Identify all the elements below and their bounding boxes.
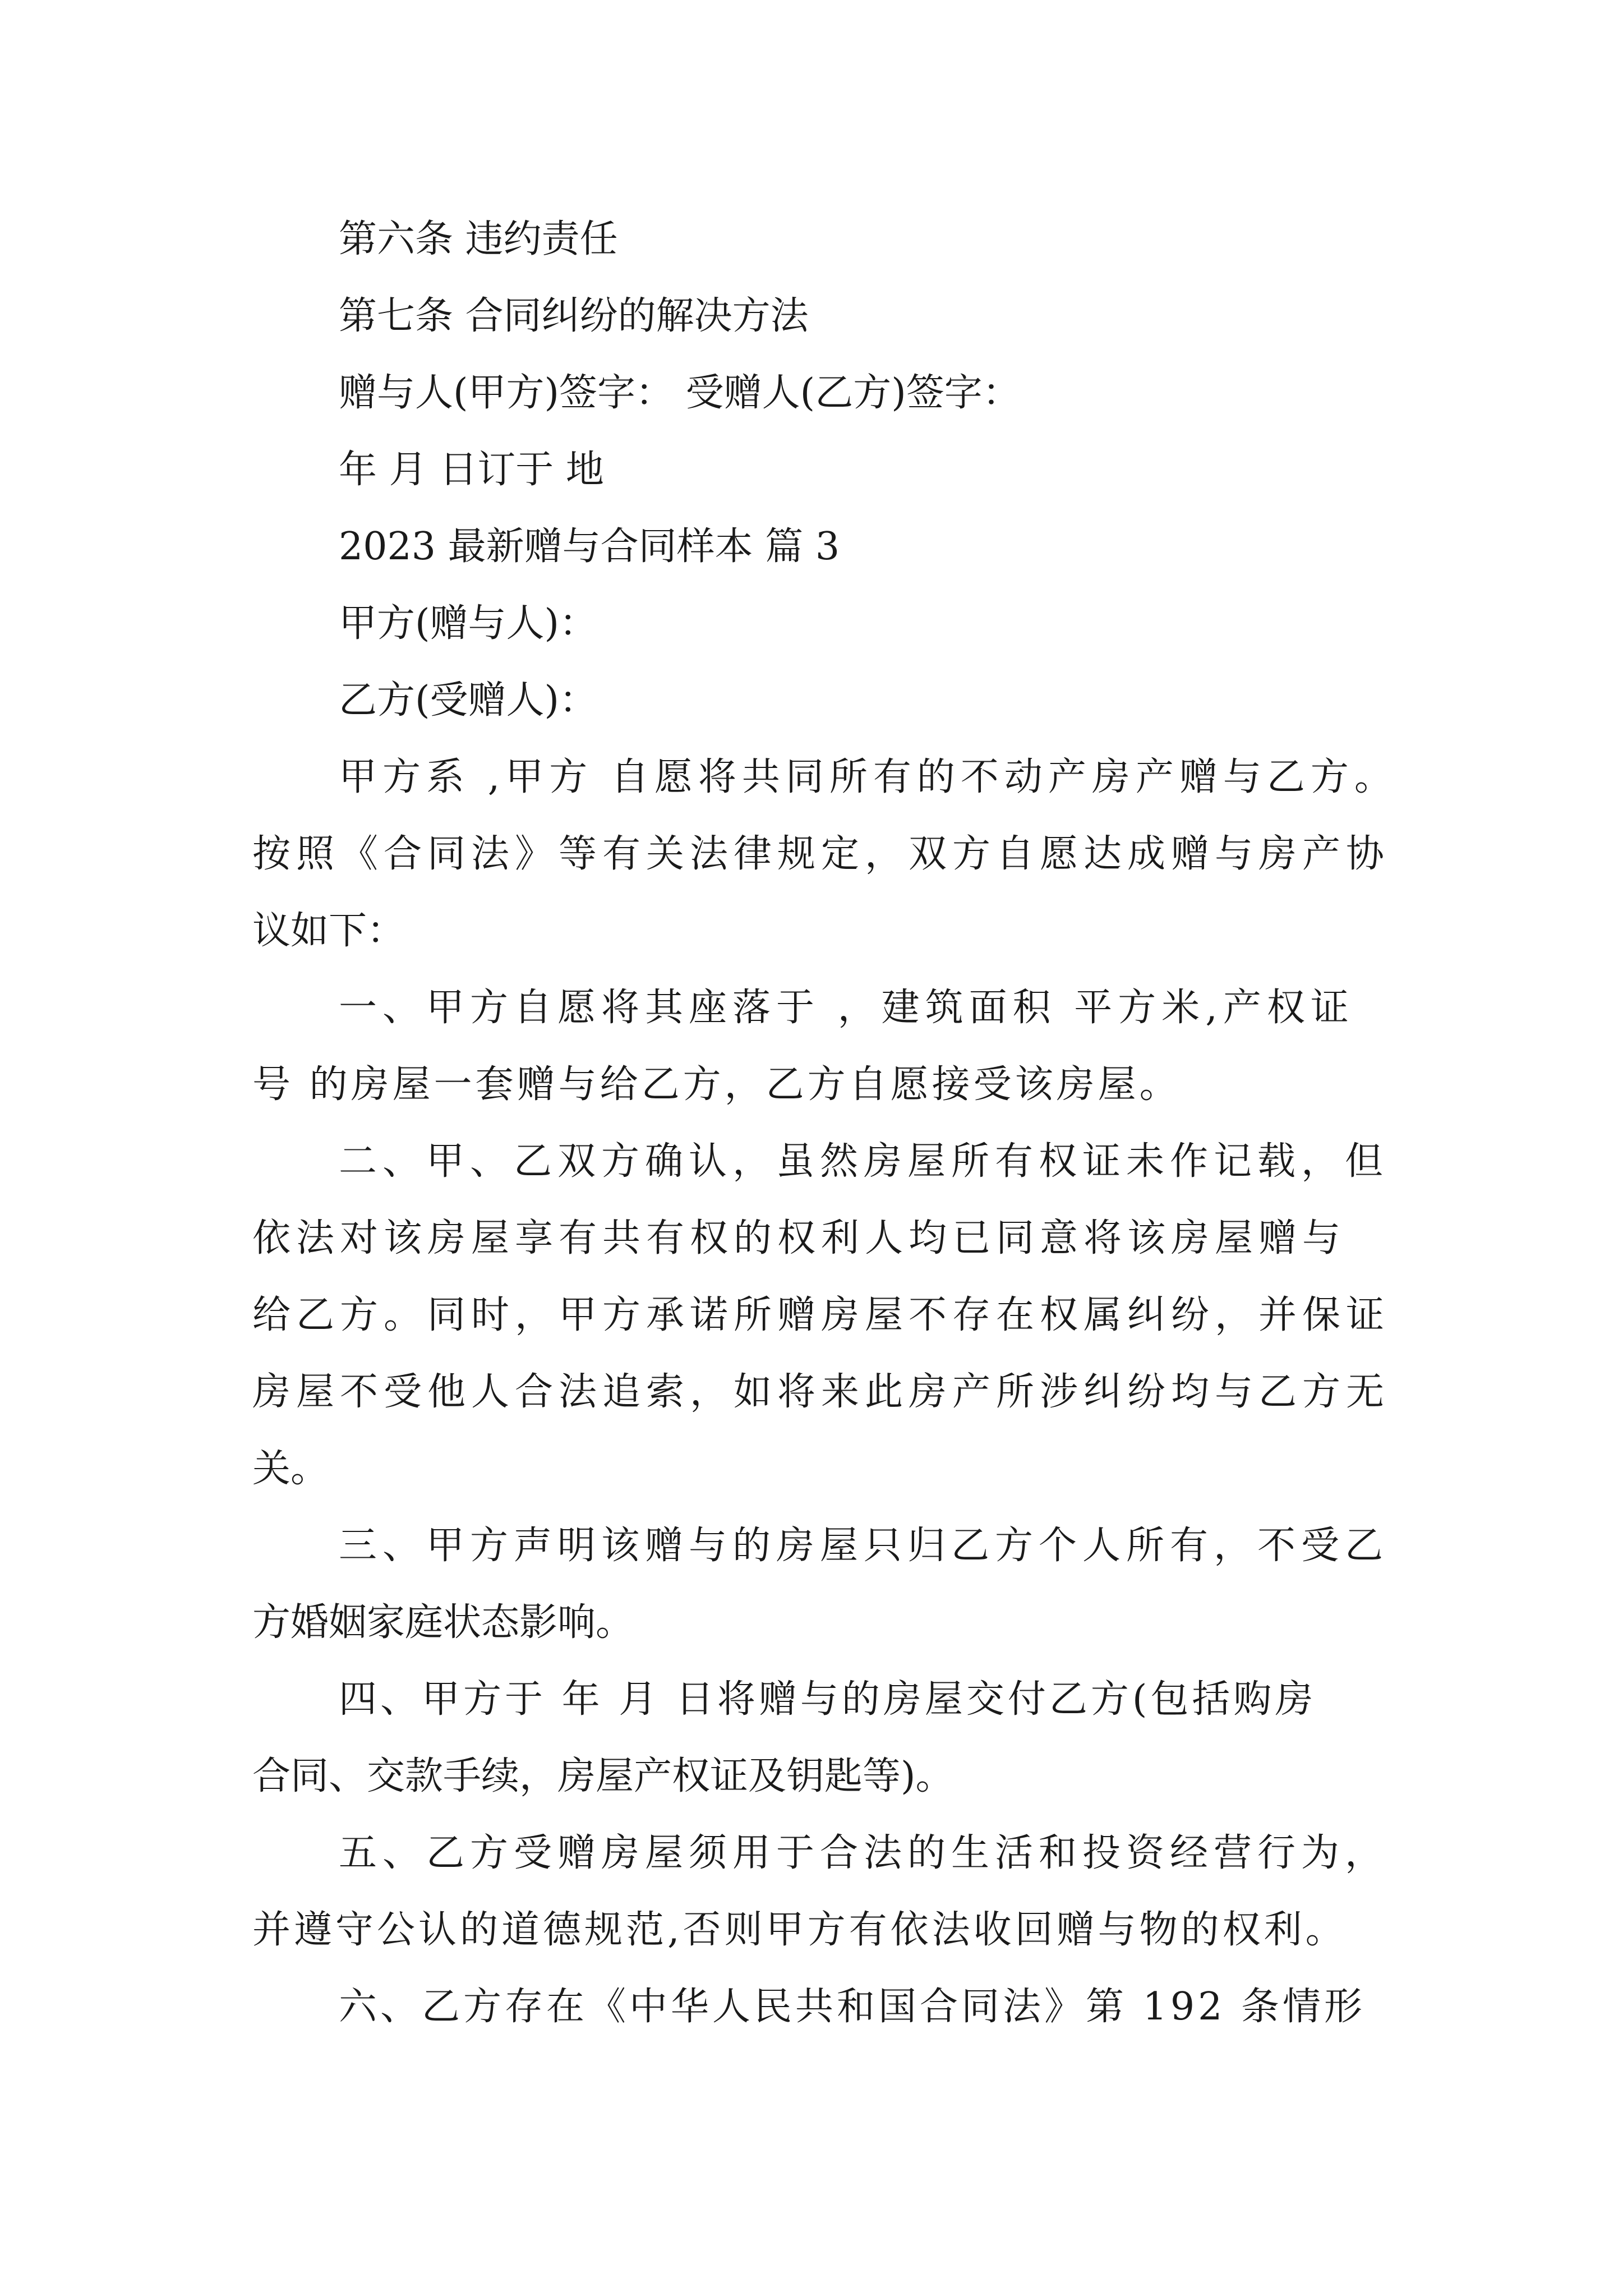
paragraph-line: 四、甲方于 年 月 日将赠与的房屋交付乙方(包括购房 — [339, 1677, 1317, 1722]
paragraph-line: 按照《合同法》等有关法律规定，双方自愿达成赠与房产协 — [252, 832, 1390, 876]
paragraph-line: 方婚姻家庭状态影响。 — [252, 1600, 634, 1645]
signature-line: 赠与人(甲方)签字： 受赠人(乙方)签字： — [339, 371, 1021, 415]
paragraph-line: 关。 — [252, 1447, 329, 1491]
paragraph-line: 三、甲方声明该赠与的房屋只归乙方个人所有，不受乙 — [339, 1524, 1389, 1568]
paragraph-line: 五、乙方受赠房屋须用于合法的生活和投资经营行为， — [339, 1831, 1389, 1875]
clause-7-heading: 第七条 合同纠纷的解决方法 — [339, 294, 809, 338]
paragraph-line: 一、甲方自愿将其座落于 ，建筑面积 平方米,产权证 — [339, 986, 1354, 1030]
paragraph-line: 并遵守公认的道德规范,否则甲方有依法收回赠与物的权利。 — [252, 1908, 1347, 1952]
date-place-line: 年 月 日订于 地 — [339, 448, 604, 492]
paragraph-line: 六、乙方存在《中华人民共和国合同法》第 192 条情形 — [339, 1985, 1366, 2029]
clause-6-heading: 第六条 违约责任 — [339, 217, 618, 261]
paragraph-line: 房屋不受他人合法追索，如将来此房产所涉纠纷均与乙方无 — [252, 1370, 1390, 1414]
paragraph-line: 依法对该房屋享有共有权的权利人均已同意将该房屋赠与 — [252, 1216, 1347, 1260]
party-a-line: 甲方(赠与人)： — [339, 601, 598, 646]
paragraph-line: 议如下： — [252, 909, 405, 953]
paragraph-line: 二、甲、乙双方确认，虽然房屋所有权证未作记载，但 — [339, 1139, 1389, 1184]
party-b-line: 乙方(受赠人)： — [339, 678, 598, 723]
section-title: 2023 最新赠与合同样本 篇 3 — [339, 524, 840, 569]
paragraph-line: 给乙方。同时，甲方承诺所赠房屋不存在权属纠纷，并保证 — [252, 1293, 1390, 1337]
paragraph-line: 号 的房屋一套赠与给乙方，乙方自愿接受该房屋。 — [252, 1062, 1181, 1107]
paragraph-line: 合同、交款手续，房屋产权证及钥匙等)。 — [252, 1754, 954, 1798]
paragraph-line: 甲方系 ,甲方 自愿将共同所有的不动产房产赠与乙方。 — [339, 755, 1398, 799]
